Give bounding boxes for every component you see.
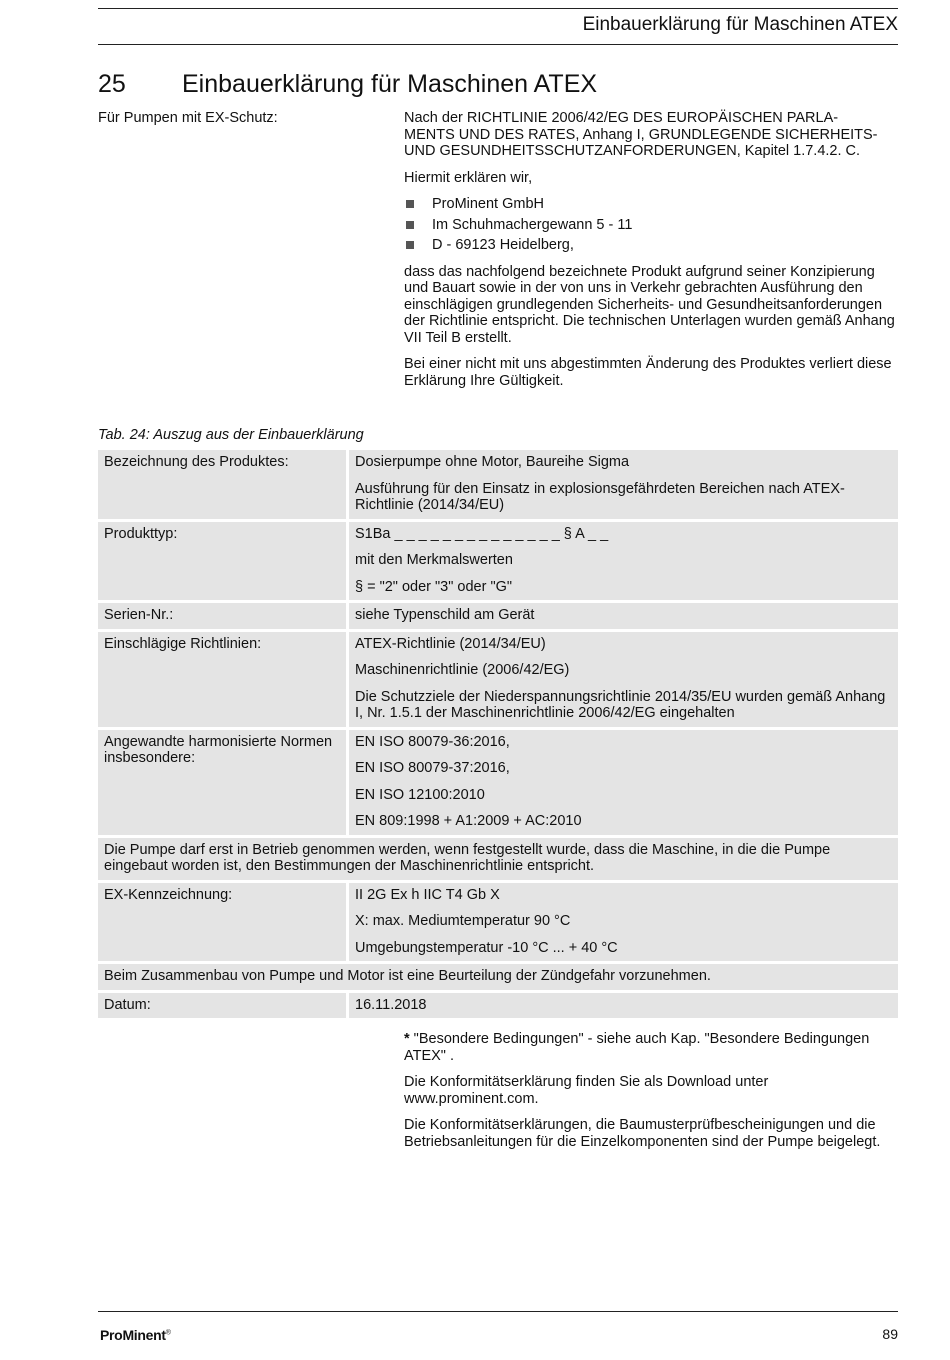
row-key: Angewandte harmonisierte Normen insbesondere: [98,730,349,835]
row-values [349,450,898,519]
address-item [404,237,898,254]
validity-paragraph: Bei einer nicht mit uns abgestimmten Änderung des Produktes verliert diese Erklärung Ihre Gültigkeit. [404,356,892,389]
chapter-title: Einbauerklärung für Maschinen ATEX [182,70,598,98]
running-header: Einbauerklärung für Maschinen ATEX [582,14,898,35]
row-key: Bezeichnung des Produktes: [98,450,349,519]
row-value: EN ISO 12100:2010 [355,786,485,803]
note-enclosed-documents: Die Konformitätserklärungen, die Baumusterprüfbescheinigungen und die Betriebsanleitungen für die Einzelkomponenten sind der Pumpe beigelegt. [404,1117,881,1150]
address-item [404,217,898,234]
address-item [404,196,898,213]
note-special-conditions [404,1031,898,1064]
row-values [349,603,898,629]
directive-paragraph [404,110,898,160]
table-row [98,632,898,727]
row-value: mit den Merkmalswerten [355,552,513,568]
row-values [349,993,898,1019]
row-value: 16.11.2018 [355,996,427,1013]
row-value: EN ISO 80079-36:2016, [355,733,510,750]
table-row [98,883,898,962]
row-full-text: Beim Zusammenbau von Pumpe und Motor ist eine Beurteilung der Zündgefahr vorzunehmen. [98,964,898,990]
address-text: Im Schuhmachergewann 5 - 11 [432,216,633,233]
logo-registered-mark: ® [165,1329,171,1337]
intro-text [404,110,898,399]
address-text: D - 69123 Heidelberg, [432,237,574,253]
page-number: 89 [882,1326,898,1342]
footer-rule [98,1311,898,1312]
row-value: Dosierpumpe ohne Motor, Baureihe Sigma [355,454,630,470]
row-values [349,522,898,601]
table-row [98,993,898,1019]
row-value: EN ISO 80079-37:2016, [355,760,510,776]
statement-paragraph: dass das nachfolgend bezeichnete Produkt aufgrund seiner Konzipierung und Bauart sowie in der von uns in Verkehr gebrachten Ausführung den einschlägigen grundlegenden Sicherheits- und Gesundheitsanforderungen der Richtlinie entspricht. Die technischen Unterlagen wurden gemäß Anhang VII Teil B erstellt. [404,263,895,346]
declaration-excerpt-table [98,447,898,1021]
row-full-text: Die Pumpe darf erst in Betrieb genommen werden, wenn festgestellt wurde, dass die Maschine, in die die Pumpe eingebaut worden ist, den Bestimmungen der Maschinenrichtlinie entspricht. [98,838,898,880]
table-row [98,603,898,629]
header-rule-top [98,8,898,9]
row-value: Maschinenrichtlinie (2006/42/EG) [355,662,570,678]
side-label: Für Pumpen mit EX-Schutz: [98,110,278,126]
directive-line: UND GESUNDHEITSSCHUTZANFORDERUNGEN, Kapitel 1.7.4.2. C. [404,143,861,159]
row-value: S1Ba _ _ _ _ _ _ _ _ _ _ _ _ _ _ § A _ _ [355,525,609,542]
row-values [349,883,898,962]
row-value: II 2G Ex h IIC T4 Gb X [355,886,500,903]
logo-text: ProMinent [100,1327,166,1343]
declare-paragraph: Hiermit erklären wir, [404,169,533,186]
prominent-logo [100,1327,171,1343]
row-value: Umgebungstemperatur -10 °C ... + 40 °C [355,939,618,956]
directive-line: MENTS UND DES RATES, Anhang I, GRUNDLEGENDE SICHERHEITS- [404,126,878,143]
table-row-full [98,964,898,990]
square-bullet-icon [406,241,414,249]
row-value: ATEX-Richtlinie (2014/34/EU) [355,635,546,652]
table-row [98,450,898,519]
header-rule-bottom [98,44,898,45]
note-asterisk: * [404,1031,410,1047]
table-row [98,522,898,601]
row-value: Ausführung für den Einsatz in explosionsgefährdeten Bereichen nach ATEX-Richtlinie (2014/34/EU) [355,480,845,513]
note-text: "Besondere Bedingungen" - siehe auch Kap. "Besondere Bedingungen ATEX" . [404,1031,870,1064]
notes [404,1031,898,1160]
table-row-full [98,838,898,880]
row-key: Datum: [98,993,349,1019]
row-value: siehe Typenschild am Gerät [355,607,535,623]
address-text: ProMinent GmbH [432,196,545,212]
row-values [349,730,898,835]
row-values [349,632,898,727]
square-bullet-icon [406,200,414,208]
table-row [98,730,898,835]
row-value: § = "2" oder "3" oder "G" [355,578,513,595]
row-value: X: max. Mediumtemperatur 90 °C [355,913,571,929]
chapter-number: 25 [98,70,126,98]
row-value: EN 809:1998 + A1:2009 + AC:2010 [355,813,582,829]
row-key: Serien-Nr.: [98,603,349,629]
row-key: EX-Kennzeichnung: [98,883,349,962]
note-download: Die Konformitätserklärung finden Sie als Download unter www.prominent.com. [404,1074,769,1107]
directive-line: Nach der RICHTLINIE 2006/42/EG DES EUROPÄISCHEN PARLA- [404,110,839,126]
row-key: Einschlägige Richtlinien: [98,632,349,727]
row-value: Die Schutzziele der Niederspannungsrichtlinie 2014/35/EU wurden gemäß Anhang I, Nr. 1.5.1 der Maschinenrichtlinie 2006/42/EG eingehalten [355,688,886,721]
table-caption: Tab. 24: Auszug aus der Einbauerklärung [98,427,364,443]
square-bullet-icon [406,221,414,229]
row-key: Produkttyp: [98,522,349,601]
address-list [404,196,898,254]
